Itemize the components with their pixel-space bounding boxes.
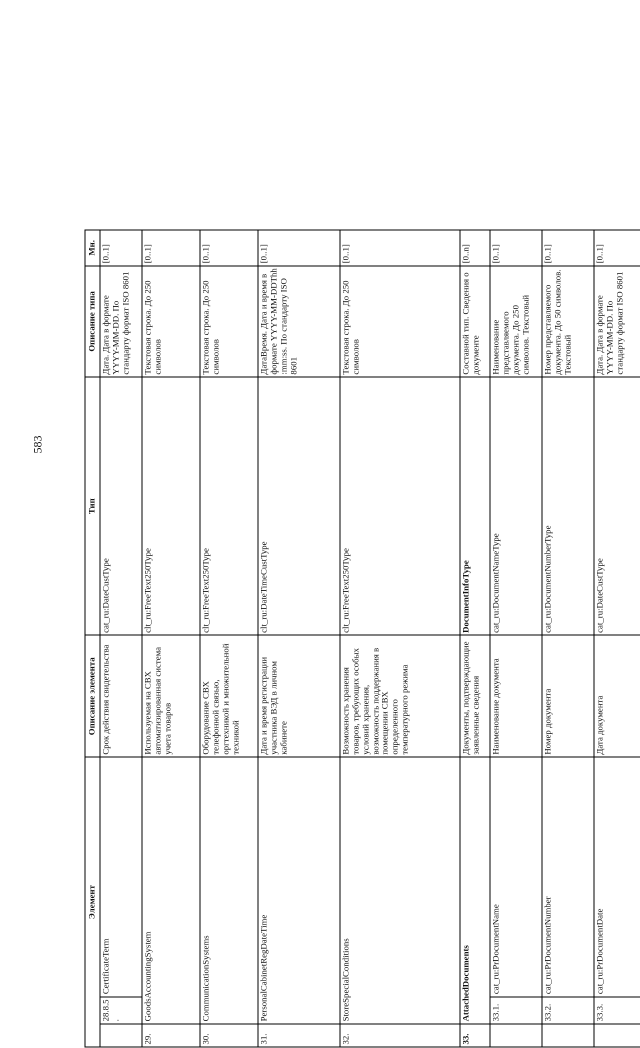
- cell-multiplicity: [0..1]: [200, 230, 258, 266]
- header-element: Элемент: [85, 757, 100, 1047]
- cell-description: Документы, подтверждающие заявленные сведения: [460, 635, 490, 757]
- cell-type: clt_ru:DateTimeCustType: [258, 377, 340, 635]
- table-row: [594, 230, 640, 1047]
- cell-num: [542, 1024, 594, 1047]
- cell-sub: 28.8.5.: [100, 997, 142, 1024]
- cell-description: Используемая на СВХ автоматизированная система учета товаров: [142, 635, 200, 757]
- table-row: [460, 230, 490, 1047]
- rotated-table-container: [85, 230, 530, 1048]
- cell-description: Срок действия свидетельства: [100, 635, 142, 757]
- cell-multiplicity: [0..1]: [542, 230, 594, 266]
- cell-type-description: Составной тип. Сведения о документе: [460, 266, 490, 377]
- cell-element: PersonalCabinetRegDateTime: [258, 757, 340, 1024]
- cell-type-description: Текстовая строка. До 250 символов: [340, 266, 460, 377]
- cell-type: cat_ru:DocumentNameType: [490, 377, 542, 635]
- cell-multiplicity: [0..1]: [100, 230, 142, 266]
- cell-type: clt_ru:FreeText250Type: [200, 377, 258, 635]
- cell-element: CertificateTerm: [100, 757, 142, 996]
- table-row: [200, 230, 258, 1047]
- cell-type-description: Дата. Дата в формате YYYY-MM-DD. По стандарту формат ISO 8601: [100, 266, 142, 377]
- cell-description: Наименование документа: [490, 635, 542, 757]
- table-row: [542, 230, 594, 1047]
- cell-description: Возможность хранения товаров, требующих особых условий хранения, возможность поддержания в помещении СВХ определенного температурного режима: [340, 635, 460, 757]
- cell-multiplicity: [0..1]: [258, 230, 340, 266]
- cell-num: [490, 1024, 542, 1047]
- cell-description: Дата и время регистрации участника ВЭД в личном кабинете: [258, 635, 340, 757]
- cell-type-description: ДатаВремя. Дата и время в формате YYYY-MM-DDThh :mm:ss. По стандарту ISO 8601: [258, 266, 340, 377]
- cell-sub: 33.3.: [594, 997, 640, 1024]
- cell-element: CommunicationSystems: [200, 757, 258, 1024]
- table-row: [258, 230, 340, 1047]
- cell-num: [594, 1024, 640, 1047]
- header-type: Тип: [85, 377, 100, 635]
- cell-num: 31.: [258, 1024, 340, 1047]
- cell-num: 30.: [200, 1024, 258, 1047]
- cell-type: cat_ru:DateCustType: [100, 377, 142, 635]
- table-header-row: [85, 230, 100, 1047]
- header-description: Описание элемента: [85, 635, 100, 757]
- cell-num: 32.: [340, 1024, 460, 1047]
- table-row: [490, 230, 542, 1047]
- cell-num: 33.: [460, 1024, 490, 1047]
- cell-type-description: Дата. Дата в формате YYYY-MM-DD. По стандарту формат ISO 8601: [594, 266, 640, 377]
- cell-type: clt_ru:FreeText250Type: [142, 377, 200, 635]
- cell-element: AttachedDocuments: [460, 757, 490, 1024]
- cell-type: cat_ru:DocumentNumberType: [542, 377, 594, 635]
- cell-element: StoreSpecialConditions: [340, 757, 460, 1024]
- cell-multiplicity: [0..1]: [340, 230, 460, 266]
- table-row: [100, 230, 142, 1047]
- cell-multiplicity: [0..1]: [594, 230, 640, 266]
- header-multiplicity: Мн.: [85, 230, 100, 266]
- cell-type: cat_ru:DateCustType: [594, 377, 640, 635]
- table-row: [340, 230, 460, 1047]
- cell-type: clt_ru:FreeText250Type: [340, 377, 460, 635]
- table-row: [142, 230, 200, 1047]
- cell-type-description: Текстовая строка. До 250 символов: [200, 266, 258, 377]
- cell-sub: 33.1.: [490, 997, 542, 1024]
- cell-type-description: Наименование представляемого документа. До 250 символов. Текстовый: [490, 266, 542, 377]
- page-number: 583: [31, 415, 46, 475]
- cell-type: DocumentInfoType: [460, 377, 490, 635]
- cell-num: [100, 1024, 142, 1047]
- cell-element: cat_ru:PrDocumentName: [490, 757, 542, 996]
- cell-type-description: Текстовая строка. До 250 символов: [142, 266, 200, 377]
- cell-description: Номер документа: [542, 635, 594, 757]
- cell-num: 29.: [142, 1024, 200, 1047]
- cell-element: GoodsAccountingSystem: [142, 757, 200, 1024]
- cell-element: cat_ru:PrDocumentNumber: [542, 757, 594, 996]
- cell-multiplicity: [0..1]: [490, 230, 542, 266]
- cell-multiplicity: [0..n]: [460, 230, 490, 266]
- cell-multiplicity: [0..1]: [142, 230, 200, 266]
- header-type-description: Описание типа: [85, 266, 100, 377]
- schema-table: [85, 230, 640, 1048]
- cell-sub: 33.2.: [542, 997, 594, 1024]
- cell-description: Оборудование СВХ телефонной связью, оргтехникой и множительной техникой: [200, 635, 258, 757]
- cell-description: Дата документа: [594, 635, 640, 757]
- cell-element: cat_ru:PrDocumentDate: [594, 757, 640, 996]
- cell-type-description: Номер представляемого документа. До 50 символов. Текстовый: [542, 266, 594, 377]
